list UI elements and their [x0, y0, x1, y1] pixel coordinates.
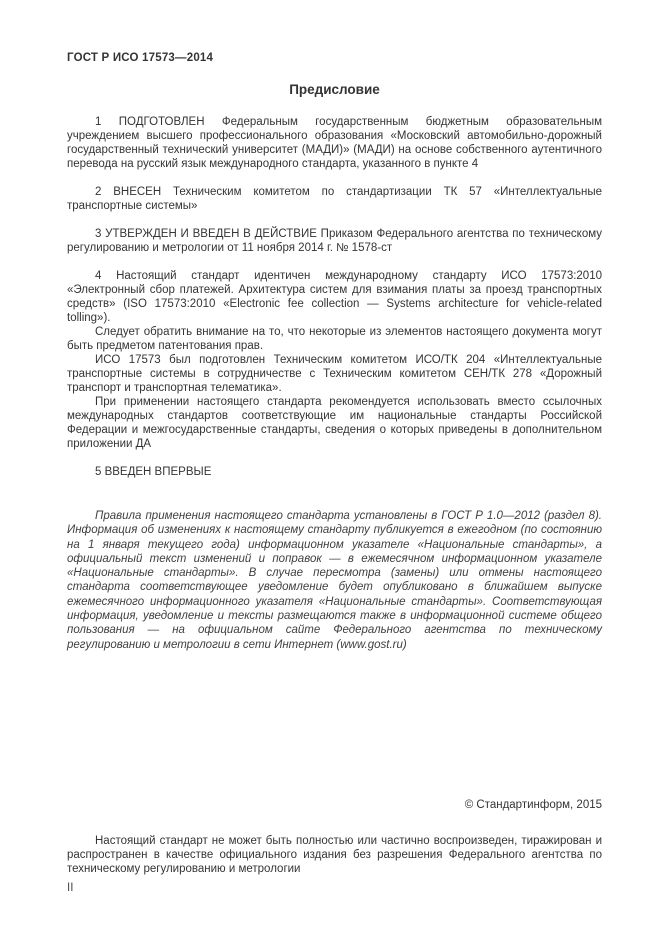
- doc-code: ГОСТ Р ИСО 17573—2014: [67, 52, 214, 64]
- foreword-item-4-note-patents: Следует обратить внимание на то, что некоторые из элементов настоящего документа могут быть предметом патентования прав.: [67, 326, 602, 352]
- foreword-item-4: 4 Настоящий стандарт идентичен международному стандарту ИСО 17573:2010 «Электронный сбор платежей. Архитектура систем для взимания платы за проезд транспортных средств» (ISO 17573:2010 «Electronic fee collection — Systems architecture for vehicle-related tolling»).: [67, 270, 602, 324]
- foreword-item-5: 5 ВВЕДЕН ВПЕРВЫЕ: [95, 466, 212, 478]
- reproduction-restriction: Настоящий стандарт не может быть полностью или частично воспроизведен, тиражирован и распространен в качестве официального издания без разрешения Федерального агентства по техническому регулированию и метрологии: [67, 834, 602, 875]
- foreword-item-4-note-application: При применении настоящего стандарта рекомендуется использовать вместо ссылочных международных стандартов соответствующие им национальные стандарты Российской Федерации и межгосударственные стандарты, сведения о которых приведены в дополнительном приложении ДА: [67, 396, 602, 450]
- copyright-notice: © Стандартинформ, 2015: [464, 798, 602, 811]
- foreword-item-4-note-committee: ИСО 17573 был подготовлен Техническим комитетом ИСО/ТК 204 «Интеллектуальные транспортные системы в сотрудничестве с Техническим комитетом СЕН/ТК 278 «Дорожный транспорт и транспортная телематика».: [67, 354, 602, 394]
- foreword-item-1: 1 ПОДГОТОВЛЕН Федеральным государственным бюджетным образовательным учреждением высшего профессионального образования «Московский автомобильно-дорожный государственный технический университет (МАДИ)» (МАДИ) на основе собственного аутентичного перевода на русский язык международного стандарта, указанного в пункте 4: [67, 116, 602, 170]
- legal-note: Правила применения настоящего стандарта установлены в ГОСТ Р 1.0—2012 (раздел 8). Информация об изменениях к настоящему стандарту публикуется в ежегодном (по состоянию на 1 января текущего года) информационном указателе «Национальные стандарты», а официальный текст изменений и поправок — в ежемесячном информационном указателе «Национальные стандарты». В случае пересмотра (замены) или отмены настоящего стандарта соответствующее уведомление будет опубликовано в ближайшем выпуске ежемесячного информационного указателя «Национальные стандарты». Соответствующая информация, уведомление и тексты размещаются также в информационной системе общего пользования — на официальном сайте Федерального агентства по техническому регулированию и метрологии в сети Интернет (www.gost.ru): [67, 510, 602, 651]
- foreword-item-2: 2 ВНЕСЕН Техническим комитетом по стандартизации ТК 57 «Интеллектуальные транспортные системы»: [67, 186, 602, 212]
- page-title: Предисловие: [289, 82, 380, 97]
- foreword-item-3: 3 УТВЕРЖДЕН И ВВЕДЕН В ДЕЙСТВИЕ Приказом Федерального агентства по техническому регулированию и метрологии от 11 ноября 2014 г. № 1578-ст: [67, 228, 602, 254]
- page-number: II: [67, 881, 74, 894]
